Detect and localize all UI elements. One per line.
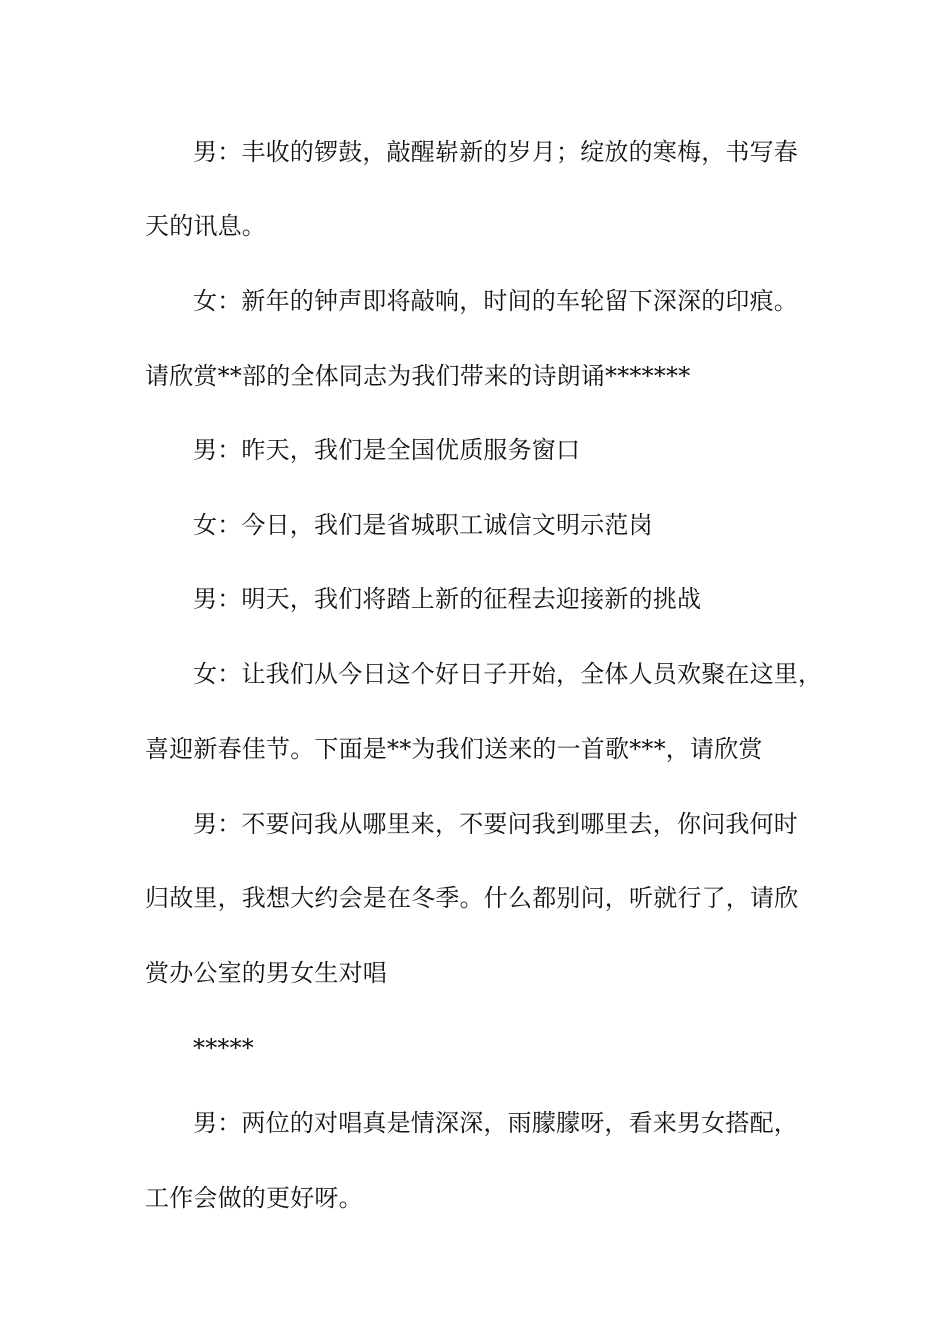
paragraph-line: 女：今日，我们是省城职工诚信文明示范岗 bbox=[193, 511, 653, 539]
paragraph-line: 男：两位的对唱真是情深深，雨朦朦呀，看来男女搭配， bbox=[193, 1109, 798, 1137]
paragraph-line: ***** bbox=[193, 1034, 254, 1062]
paragraph-line: 男：昨天，我们是全国优质服务窗口 bbox=[193, 436, 581, 464]
paragraph-line: 女：让我们从今日这个好日子开始，全体人员欢聚在这里， bbox=[193, 660, 823, 688]
paragraph-line: 男：不要问我从哪里来，不要问我到哪里去，你问我何时 bbox=[193, 810, 798, 838]
paragraph-line: 女：新年的钟声即将敲响，时间的车轮留下深深的印痕。 bbox=[193, 287, 798, 315]
paragraph-line: 赏办公室的男女生对唱 bbox=[145, 959, 387, 987]
paragraph-line: 喜迎新春佳节。下面是**为我们送来的一首歌***，请欣赏 bbox=[145, 735, 763, 763]
paragraph-line: 工作会做的更好呀。 bbox=[145, 1184, 363, 1212]
paragraph-line: 天的讯息。 bbox=[145, 212, 266, 240]
paragraph-line: 归故里，我想大约会是在冬季。什么都别问，听就行了，请欣 bbox=[145, 884, 799, 912]
paragraph-line: 男：丰收的锣鼓，敲醒崭新的岁月；绽放的寒梅，书写春 bbox=[193, 138, 798, 166]
paragraph-line: 男：明天，我们将踏上新的征程去迎接新的挑战 bbox=[193, 585, 702, 613]
paragraph-line: 请欣赏**部的全体同志为我们带来的诗朗诵******* bbox=[145, 362, 691, 390]
